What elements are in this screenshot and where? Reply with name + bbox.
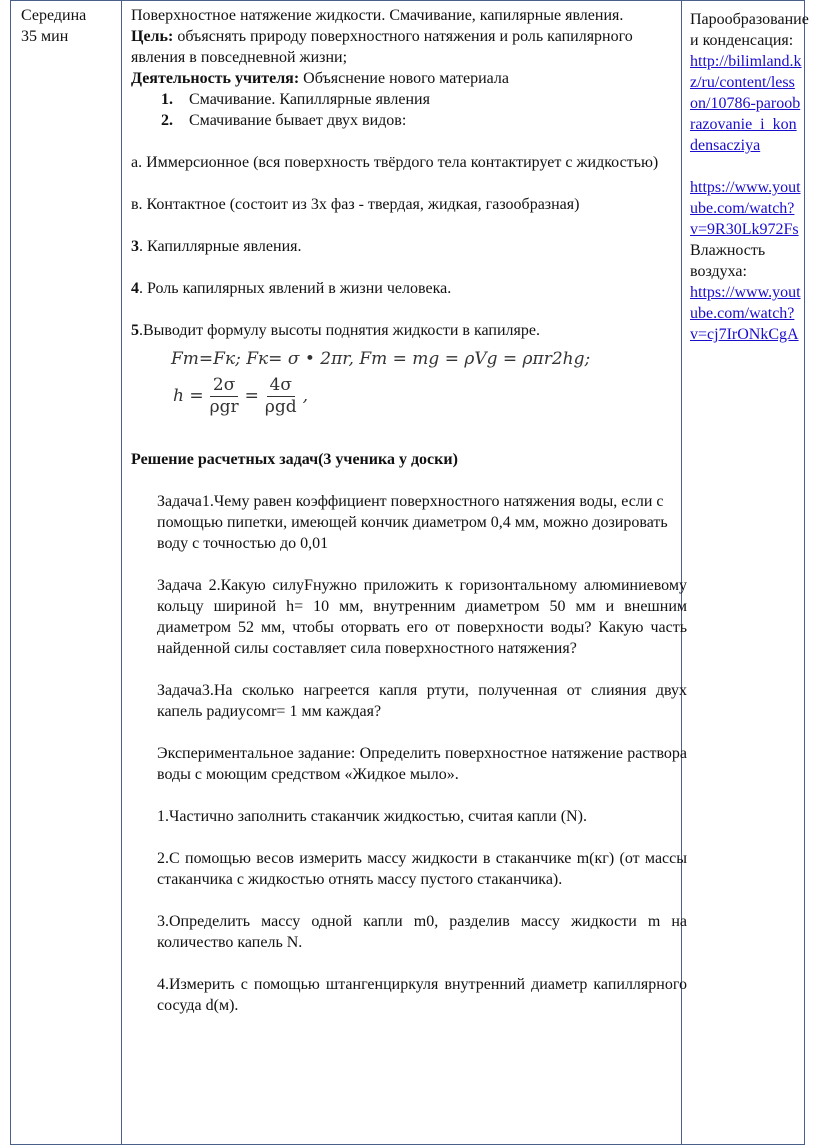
lesson-topic: Поверхностное натяжение жидкости. Смачивание, капилярные явления.	[131, 7, 624, 24]
item-3: 3. Капиллярные явления.	[131, 238, 302, 255]
formula-line-2: h = $\frac{2\sigma}{\text{ρgr}}$ = $\frac{4\sigma}{\text{ρgd}}$ ,	[173, 375, 309, 417]
item-4: 4. Роль капилярных явлений в жизни человека.	[131, 280, 452, 297]
column-divider	[681, 1, 682, 1144]
time-cell	[21, 5, 121, 47]
resources-cell	[690, 9, 809, 345]
resource-label: Парообразование и конденсация:	[690, 11, 809, 49]
column-divider	[121, 1, 122, 1144]
fraction: $\frac{4\sigma}{\text{ρgd}}$	[264, 375, 297, 417]
content-cell	[131, 5, 687, 1016]
experiment-step-2: 2.С помощью весов измерить массу жидкости в стаканчике m(кг) (от массы стаканчика с жидкостью отнять массу пустого стаканчика).	[157, 850, 687, 888]
list-item: 2. Смачивание бывает двух видов:	[161, 112, 407, 129]
teacher-text: Объяснение нового материала	[299, 70, 509, 87]
lesson-table	[10, 0, 809, 1145]
resource-link[interactable]: https://www.youtube.com/watch?v=cj7IrONkCgA	[690, 284, 801, 343]
task-1: Задача1.Чему равен коэффициент поверхностного натяжения воды, если с помощью пипетки, имеющей кончик диаметром 0,4 мм, можно дозировать воду с точностью до 0,01	[157, 493, 668, 552]
experiment-step-1: 1.Частично заполнить стаканчик жидкостью, считая капли (N).	[157, 808, 587, 825]
topic-list	[131, 89, 671, 131]
stage-label: Середина	[21, 7, 87, 24]
wetting-type-a: а. Иммерсионное (вся поверхность твёрдого тела контактирует с жидкостью)	[131, 154, 659, 171]
goal-label: Цель:	[131, 28, 174, 45]
resource-link[interactable]: https://www.youtube.com/watch?v=9R30Lk972Fs	[690, 179, 801, 238]
fraction: $\frac{2\sigma}{\text{ρgr}}$	[209, 375, 239, 417]
resource-link[interactable]: http://bilimland.kz/ru/content/lesson/10786-paroobrazovanie_i_kondensacziya	[690, 53, 802, 154]
tasks-heading: Решение расчетных задач(3 ученика у доски)	[131, 451, 458, 468]
goal-text: объяснять природу поверхностного натяжения и роль капилярного явления в повседневной жизни;	[131, 28, 633, 66]
task-2: Задача 2.Какую силуFнужно приложить к горизонтальному алюминиевому кольцу шириной h= 10 мм, внутренним диаметром 50 мм и внешним диаметром 52 мм, чтобы оторвать его от поверхности воды? Какую часть найденной силы составляет сила поверхностного натяжения?	[157, 577, 687, 657]
wetting-type-b: в. Контактное (состоит из 3х фаз - твердая, жидкая, газообразная)	[131, 196, 580, 213]
duration-label: 35 мин	[21, 28, 69, 45]
formula-line-1: Fт=Fк; Fк= σ • 2πr, Fт = mg = ρVg = ρπr2hg;	[171, 349, 591, 369]
experiment-step-3: 3.Определить массу одной капли m0, разделив массу жидкости m на количество капель N.	[157, 913, 687, 951]
capillary-formula	[151, 349, 641, 424]
teacher-label: Деятельность учителя:	[131, 70, 300, 87]
teacher-activity	[131, 68, 671, 89]
resource-label: Влажность воздуха:	[690, 242, 766, 280]
item-5: 5.Выводит формулу высоты поднятия жидкости в капиляре.	[131, 322, 540, 339]
lesson-goal	[131, 26, 671, 68]
experiment-task: Экспериментальное задание: Определить поверхностное натяжение раствора воды с моющим средством «Жидкое мыло».	[157, 745, 687, 783]
list-item: 1. Смачивание. Капиллярные явления	[161, 91, 430, 108]
experiment-step-4: 4.Измерить с помощью штангенциркуля внутренний диаметр капиллярного сосуда d(м).	[157, 976, 687, 1014]
task-3: Задача3.На сколько нагреется капля ртути, полученная от слияния двух капель радиусомr= 1 мм каждая?	[157, 682, 687, 720]
